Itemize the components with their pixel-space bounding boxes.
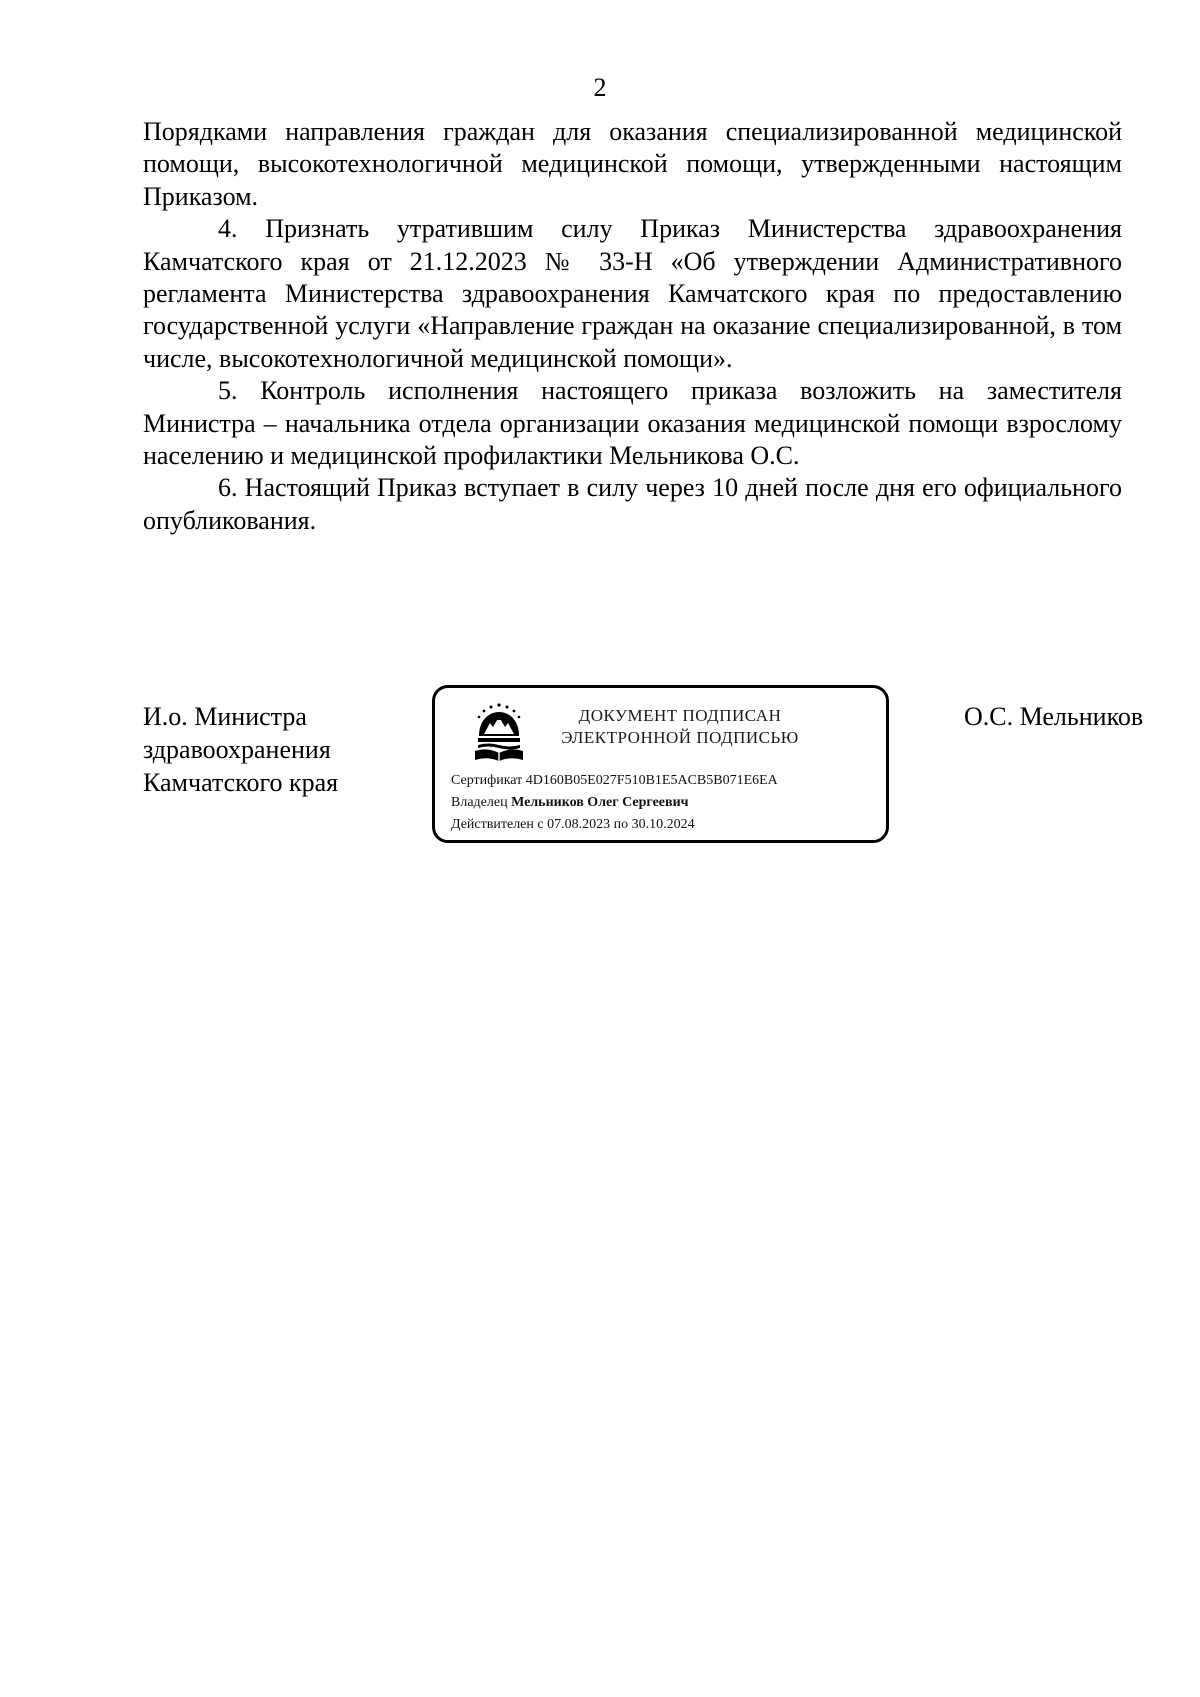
stamp-details xyxy=(451,770,778,836)
stamp-certificate-row xyxy=(451,770,778,792)
owner-value: Мельников Олег Сергеевич xyxy=(511,795,689,810)
stamp-heading xyxy=(535,705,825,749)
paragraph-item-4: 4. Признать утратившим силу Приказ Министерства здравоохранения Камчатского края от 21.12.2023 № 33-Н «Об утверждении Административного регламента Министерства здравоохранения Камчатского края по предоставлению государственной услуги «Направление граждан на оказание специализированной, в том числе, высокотехнологичной медицинской помощи». xyxy=(143,214,1122,373)
stamp-heading-line: ЭЛЕКТРОННОЙ ПОДПИСЬЮ xyxy=(561,728,799,747)
stamp-owner-row xyxy=(451,792,778,814)
signer-position-line: здравоохранения xyxy=(143,735,331,764)
signer-position-line: Камчатского края xyxy=(143,768,339,797)
valid-to-label: по xyxy=(613,817,629,832)
owner-label: Владелец xyxy=(451,795,508,810)
signer-position-line: И.о. Министра xyxy=(143,702,307,731)
signer-name: О.С. Мельников xyxy=(964,702,1144,731)
valid-to: 30.10.2024 xyxy=(631,817,695,832)
page-number: 2 xyxy=(593,73,607,102)
certificate-value: 4D160B05E027F510B1E5ACB5B071E6EA xyxy=(525,773,778,788)
paragraph-item-6: 6. Настоящий Приказ вступает в силу через 10 дней после дня его официального опубликования. xyxy=(143,473,1122,535)
signer-position xyxy=(143,700,338,799)
paragraph-continuation: Порядками направления граждан для оказания специализированной медицинской помощи, высокотехнологичной медицинской помощи, утвержденными настоящим Приказом. xyxy=(143,117,1122,211)
valid-from: 07.08.2023 xyxy=(547,817,611,832)
stamp-validity-row xyxy=(451,814,778,836)
paragraph-item-5: 5. Контроль исполнения настоящего приказа возложить на заместителя Министра – начальника отдела организации оказания медицинской помощи взрослому населению и медицинской профилактики Мельникова О.С. xyxy=(143,376,1122,471)
certificate-label: Сертификат xyxy=(451,773,523,788)
valid-label: Действителен с xyxy=(451,817,544,832)
electronic-signature-stamp xyxy=(432,685,889,843)
kamchatka-coat-of-arms-icon xyxy=(471,702,527,762)
stamp-heading-line: ДОКУМЕНТ ПОДПИСАН xyxy=(578,706,782,725)
document-body xyxy=(143,116,1122,537)
